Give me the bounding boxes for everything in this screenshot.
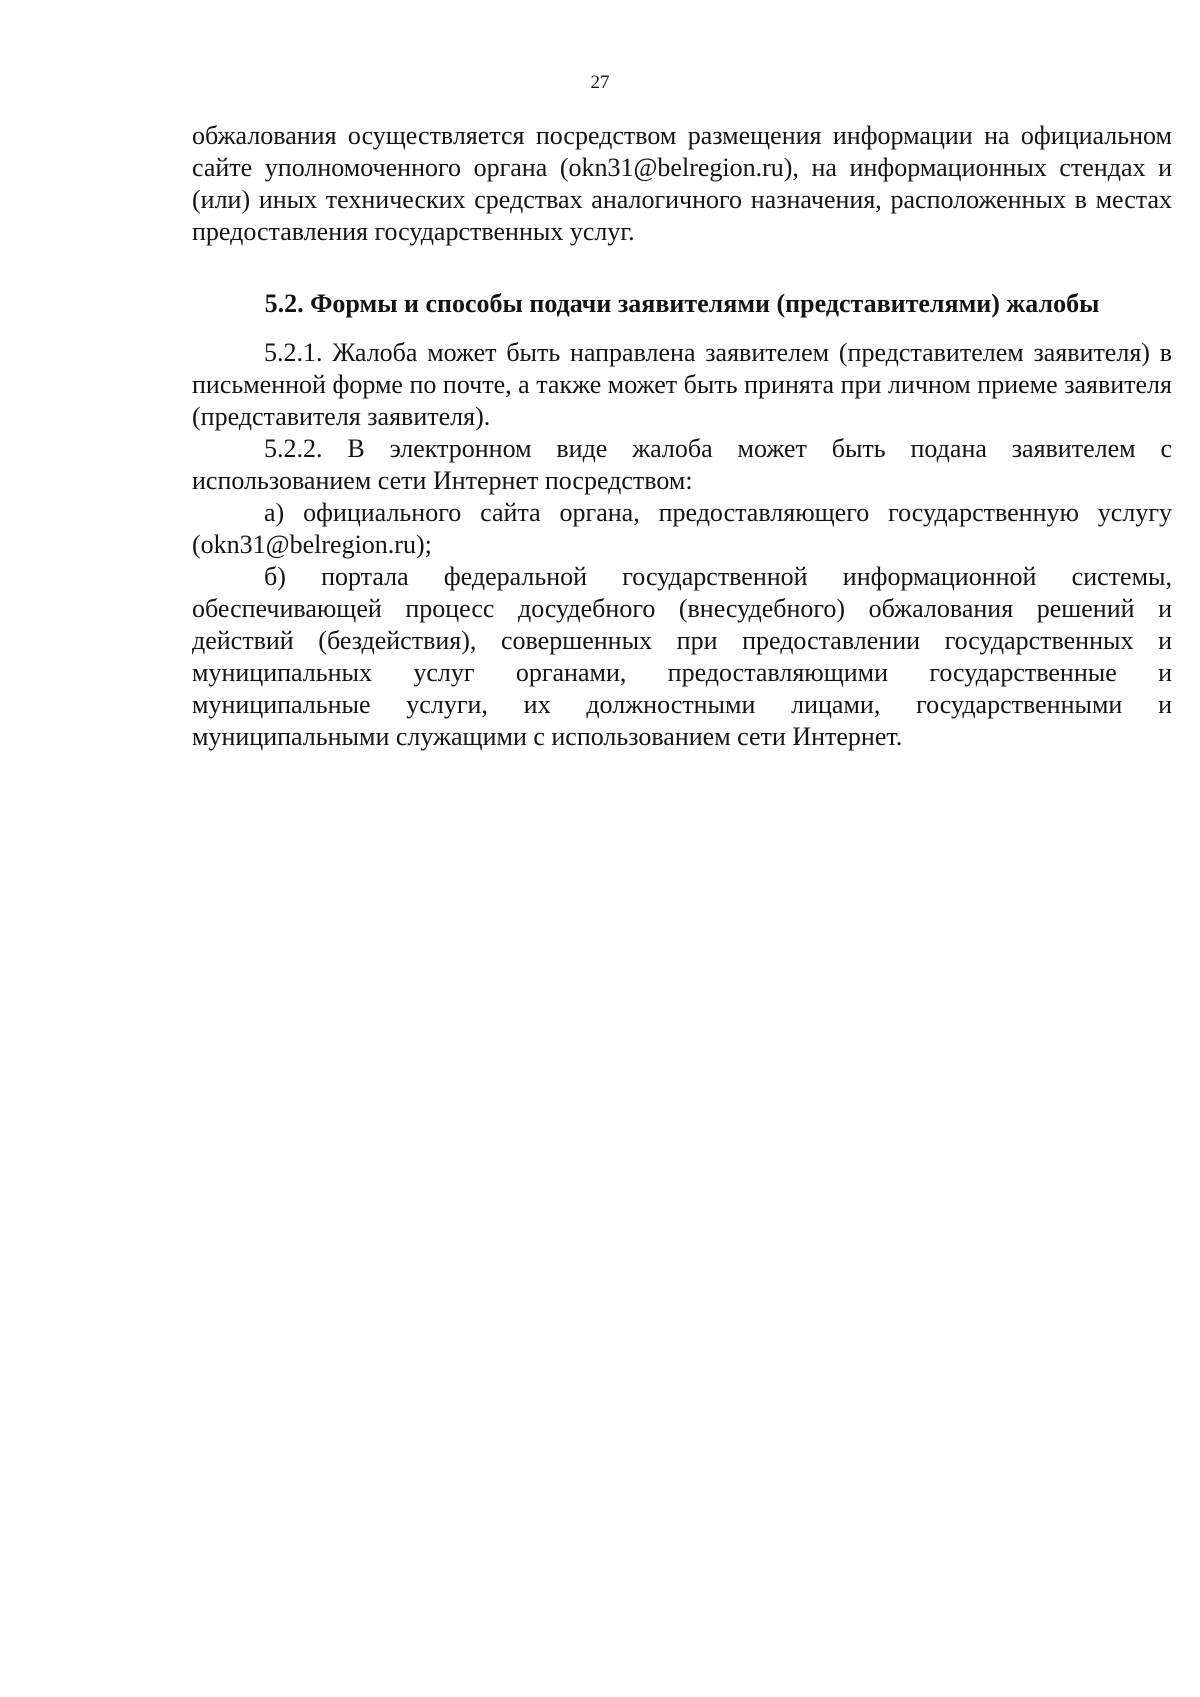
- document-body: [192, 120, 1172, 753]
- list-item-b: б) портала федеральной государственной информационной системы, обеспечивающей процесс досудебного (внесудебного) обжалования решений и действий (бездействия), совершенных при предоставлении государственных и муниципальных услуг органами, предоставляющими государственные и муниципальные услуги, их должностными лицами, государственными и муниципальными служащими с использованием сети Интернет.: [192, 562, 1172, 751]
- section-heading: 5.2. Формы и способы подачи заявителями (представителями) жалобы: [264, 289, 1100, 318]
- paragraph-5-2-1: 5.2.1. Жалоба может быть направлена заявителем (представителем заявителя) в письменной форме по почте, а также может быть принята при личном приеме заявителя (представителя заявителя).: [192, 338, 1172, 431]
- paragraph-5-2-2: 5.2.2. В электронном виде жалоба может быть подана заявителем с использованием сети Интернет посредством:: [192, 434, 1172, 495]
- list-item-a: а) официального сайта органа, предоставляющего государственную услугу (okn31@belregion.ru);: [192, 498, 1172, 559]
- page-number: 27: [590, 72, 610, 93]
- lead-paragraph: обжалования осуществляется посредством размещения информации на официальном сайте уполномоченного органа (okn31@belregion.ru), на информационных стендах и (или) иных технических средствах аналогичного назначения, расположенных в местах предоставления государственных услуг.: [192, 121, 1172, 246]
